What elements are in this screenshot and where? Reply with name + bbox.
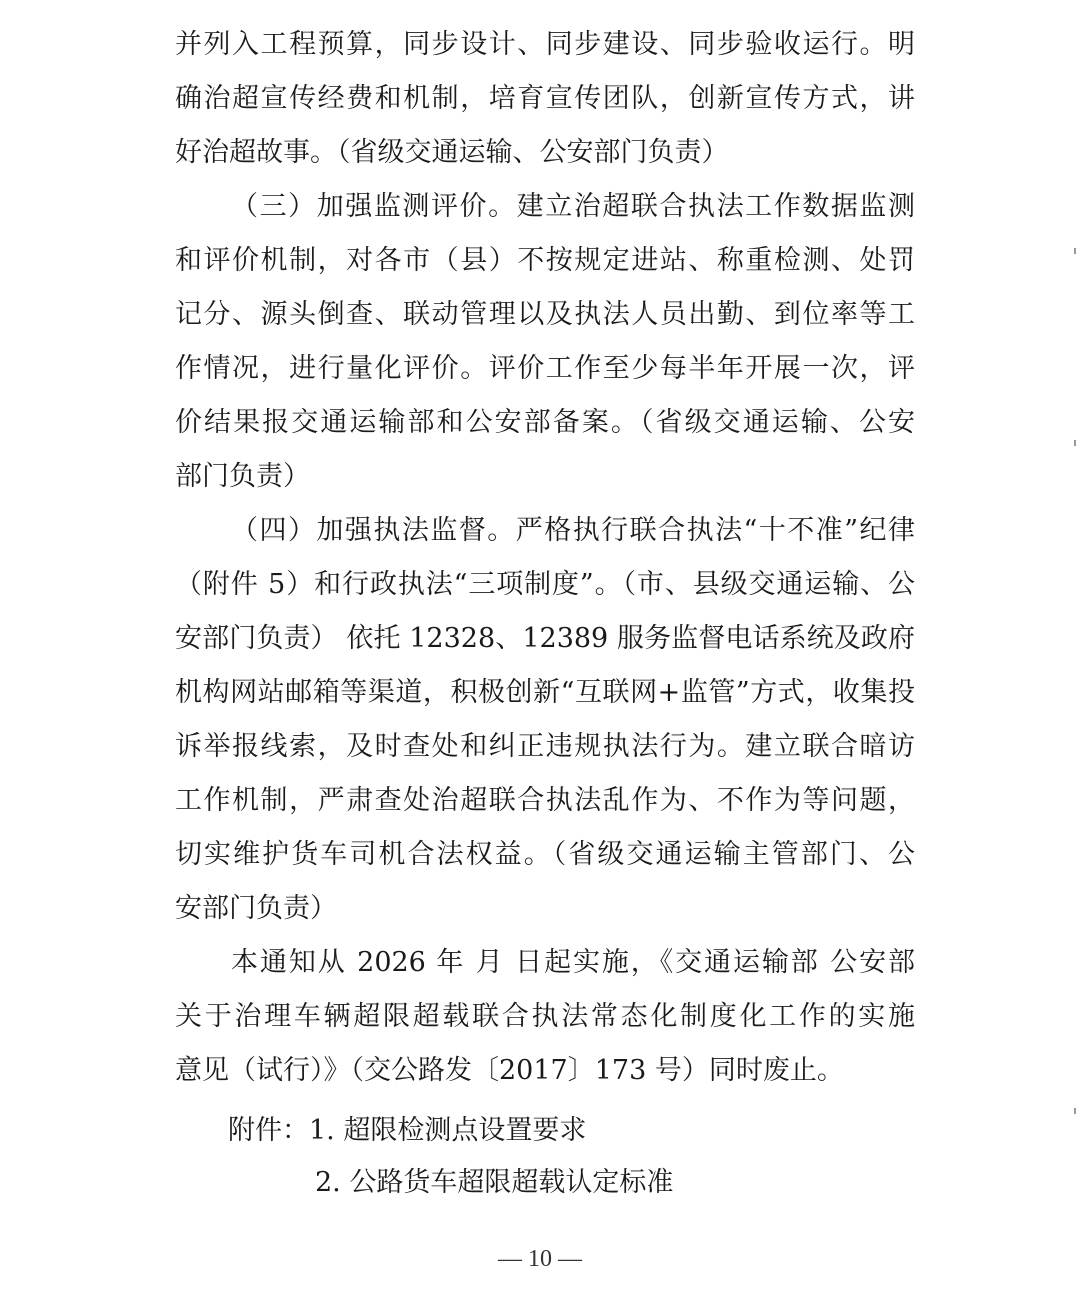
text-line: 关于治理车辆超限超载联合执法常态化制度化工作的实施 [175,1001,915,1032]
text-line: 价结果报交通运输部和公安部备案。（省级交通运输、公安 [175,407,915,438]
text-line: 记分、源头倒查、联动管理以及执法人员出勤、到位率等工 [175,299,915,330]
text-line: 安部门负责） 依托 12328、12389 服务监督电话系统及政府 [175,623,915,654]
page-number: — 10 — [498,1246,582,1272]
text-line: 安部门负责） [175,893,337,924]
attachment-item: 2. 公路货车超限超载认定标准 [315,1167,674,1198]
section-heading-line: （四）加强执法监督。严格执行联合执法“十不准”纪律 [231,515,915,546]
scan-edge-mark [1074,440,1076,446]
text-line: 机构网站邮箱等渠道，积极创新“互联网+监管”方式，收集投 [175,677,915,708]
section-heading-line: （三）加强监测评价。建立治超联合执法工作数据监测 [231,191,915,222]
scan-edge-mark [1074,1108,1076,1114]
text-line: 好治超故事。（省级交通运输、公安部门负责） [175,137,729,168]
text-line: 本通知从 2026 年 月 日起实施，《交通运输部 公安部 [231,947,915,978]
text-line: 切实维护货车司机合法权益。（省级交通运输主管部门、公 [175,839,915,870]
attachments-list [228,1105,928,1209]
attachment-item [228,1105,928,1157]
text-line: 和评价机制，对各市（县）不按规定进站、称重检测、处罚 [175,245,915,276]
text-line: 诉举报线索，及时查处和纠正违规执法行为。建立联合暗访 [175,731,915,762]
attachment-prefix: 附件： [228,1115,309,1146]
text-line: 确治超宣传经费和机制，培育宣传团队，创新宣传方式，讲 [175,83,915,114]
attachment-title: 1. 超限检测点设置要求 [309,1115,587,1146]
document-body [175,18,915,1098]
text-line: 工作机制，严肃查处治超联合执法乱作为、不作为等问题， [175,785,915,816]
text-line: （附件 5）和行政执法“三项制度”。（市、县级交通运输、公 [175,569,915,600]
text-line: 部门负责） [175,461,310,492]
text-line: 作情况，进行量化评价。评价工作至少每半年开展一次，评 [175,353,915,384]
text-line: 并列入工程预算，同步设计、同步建设、同步验收运行。明 [175,29,915,60]
text-line: 意见（试行）》（交公路发〔2017〕173 号）同时废止。 [175,1055,844,1086]
scan-edge-mark [1074,248,1076,254]
